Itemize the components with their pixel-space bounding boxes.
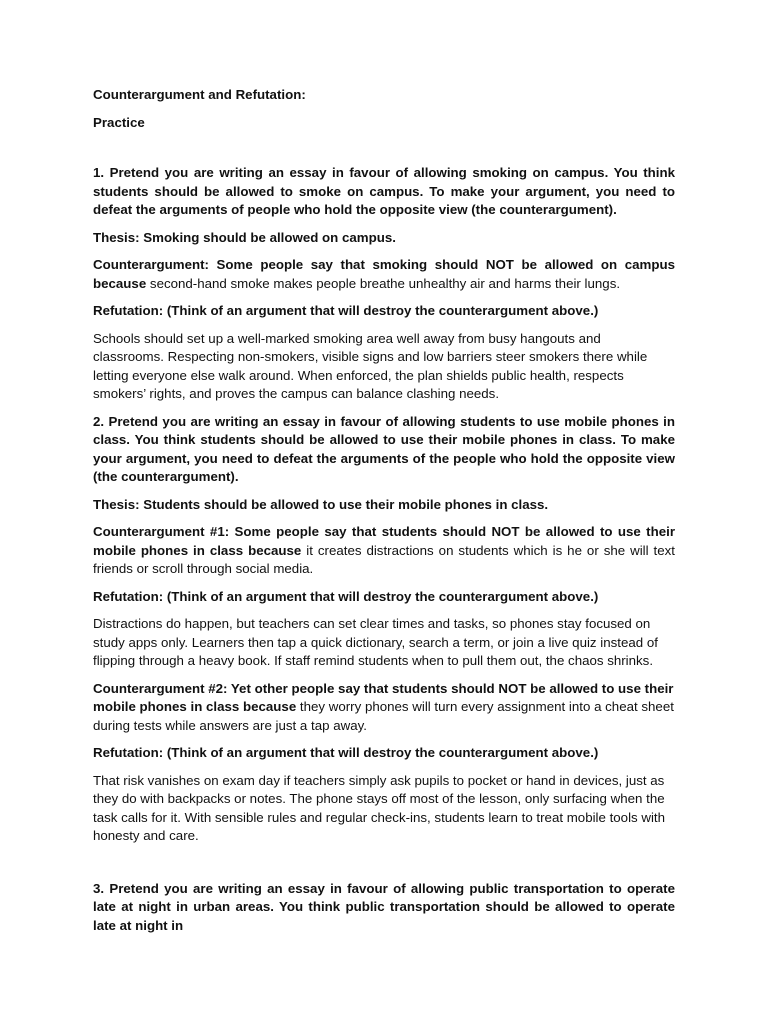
question-2-refutation-2-label: Refutation: (Think of an argument that will destroy the counterargument above.) (93, 745, 599, 760)
question-2-answer-2: That risk vanishes on exam day if teachers simply ask pupils to pocket or hand in devices, just as they do with backpacks or notes. The phone stays off most of the lesson, only surfacing when the task calls for it. With sensible rules and regular check-ins, students learn to treat mobile tools with honesty and care. (93, 772, 666, 843)
question-1-answer: Schools should set up a well-marked smoking area well away from busy hangouts and classrooms. Respecting non-smokers, visible signs and low barriers steer smokers there while letting everyone else walk around. When enforced, the plan shields public health, respects smokers’ rights, and proves the campus can balance clashing needs. (93, 330, 648, 401)
page-subtitle: Practice (93, 114, 145, 130)
question-2-counterargument-1-body: it creates distractions on students which is he or she will text friends or scroll through social media. (93, 542, 675, 576)
question-1-counterargument (93, 256, 675, 293)
question-1-counterargument-body: second-hand smoke makes people breathe unhealthy air and harms their lungs. (146, 275, 621, 291)
question-1-thesis: Thesis: Smoking should be allowed on campus. (93, 229, 396, 245)
question-1-refutation-label: Refutation: (Think of an argument that will destroy the counterargument above.) (93, 303, 599, 318)
question-2-counterargument-1 (93, 523, 675, 579)
question-2-counterargument-1-lead: Counterargument #1: Some people say that students should NOT be allowed to use their mobile phones in class because (93, 524, 675, 558)
question-2-answer-1: Distractions do happen, but teachers can set clear times and tasks, so phones stay focused on study apps only. Learners then tap a quick dictionary, search a term, or join a live quiz instead of flipping through a heavy book. If staff remind students when to pull them out, the chaos shrinks. (93, 616, 658, 668)
question-2-thesis: Thesis: Students should be allowed to use their mobile phones in class. (93, 496, 549, 512)
question-1-prompt: 1. Pretend you are writing an essay in favour of allowing smoking on campus. You think students should be allowed to smoke on campus. To make your argument, you need to defeat the arguments of people who hold the opposite view (the counterargument). (93, 165, 675, 217)
question-2-prompt: 2. Pretend you are writing an essay in favour of allowing students to use mobile phones in class. You think students should be allowed to use their mobile phones in class. To make your argument, you need to defeat the arguments of the people who hold the opposite view (the counterargument). (93, 413, 675, 484)
question-1-counterargument-lead: Counterargument: Some people say that smoking should NOT be allowed on campus because (93, 257, 675, 291)
page-title: Counterargument and Refutation: (93, 87, 306, 102)
question-2-counterargument-2-body: they worry phones will turn every assignment into a cheat sheet during tests while answers are just a tap away. (93, 699, 674, 733)
question-2-refutation-1-label: Refutation: (Think of an argument that will destroy the counterargument above.) (93, 588, 599, 604)
question-3-prompt: 3. Pretend you are writing an essay in favour of allowing public transportation to operate late at night in urban areas. You think public transportation should be allowed to operate late at night in (93, 880, 675, 933)
question-2-counterargument-2 (93, 680, 675, 736)
question-2-counterargument-2-lead: Counterargument #2: Yet other people say that students should NOT be allowed to use their mobile phones in class because (93, 680, 674, 714)
